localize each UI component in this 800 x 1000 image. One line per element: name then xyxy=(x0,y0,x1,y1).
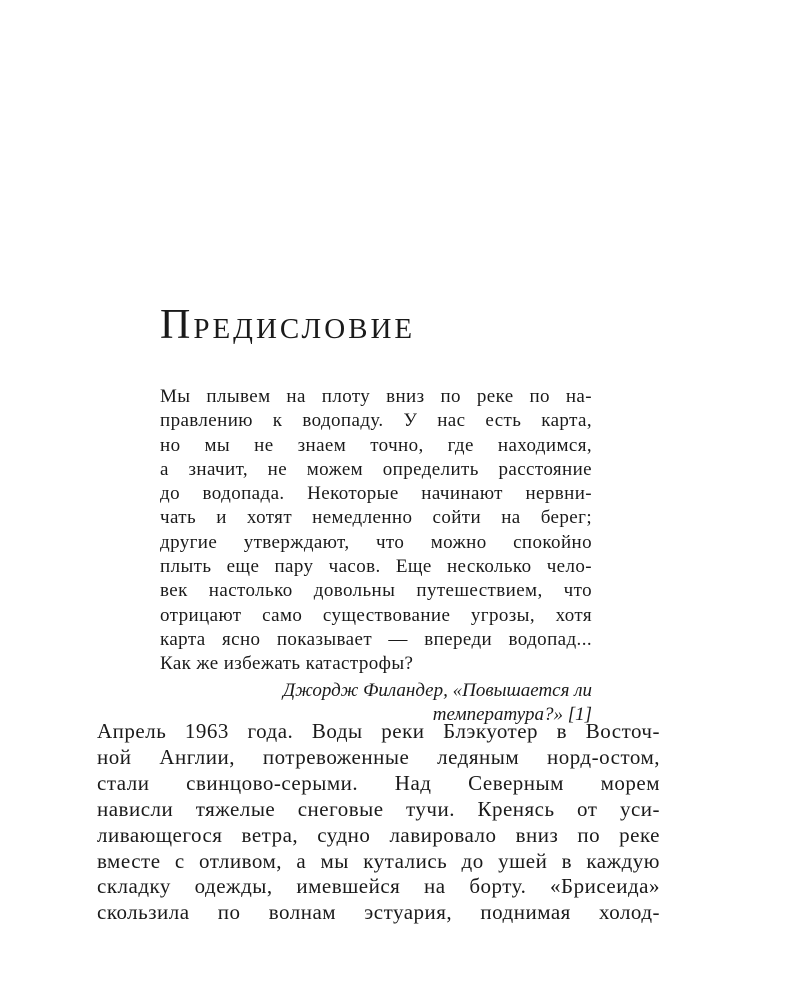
epigraph xyxy=(160,385,592,727)
attribution-line: температура?» [1] xyxy=(432,703,592,725)
epigraph-line: век настолько довольны путешествием, что xyxy=(160,580,592,602)
epigraph-line: Мы плывем на плоту вниз по реке по на- xyxy=(160,386,592,407)
epigraph-line: чать и хотят немедленно сойти на берег; xyxy=(160,507,592,529)
epigraph-line: отрицают само существование угрозы, хотя xyxy=(160,604,592,626)
epigraph-text xyxy=(160,385,592,677)
epigraph-line: карта ясно показывает — впереди водопад... xyxy=(160,628,592,650)
chapter-title: Предисловие xyxy=(160,302,416,348)
body-line: нависли тяжелые снеговые тучи. Кренясь от уси- xyxy=(97,796,660,821)
epigraph-line: другие утверждают, что можно спокойно xyxy=(160,531,592,553)
body-line: вместе с отливом, а мы кутались до ушей в каждую xyxy=(97,848,660,873)
epigraph-line: а значит, не можем определить расстояние xyxy=(160,458,592,480)
body-line: ной Англии, потревоженные ледяным норд-остом, xyxy=(97,744,660,769)
epigraph-line: правлению к водопаду. У нас есть карта, xyxy=(160,410,592,432)
body-line: складку одежды, имевшейся на борту. «Брисеида» xyxy=(97,874,660,899)
attribution-line: Джордж Филандер, «Повышается ли xyxy=(283,679,592,701)
epigraph-line: до водопада. Некоторые начинают нервни- xyxy=(160,483,592,505)
body-line: Апрель 1963 года. Воды реки Блэкуотер в Восточ- xyxy=(97,719,660,743)
body-line: стали свинцово-серыми. Над Северным морем xyxy=(97,770,660,795)
body-paragraph xyxy=(97,719,660,926)
epigraph-line: плыть еще пару часов. Еще несколько чело- xyxy=(160,556,592,578)
epigraph-line: но мы не знаем точно, где находимся, xyxy=(160,434,592,456)
body-line: скользила по волнам эстуария, поднимая холод- xyxy=(97,900,660,925)
epigraph-line: Как же избежать катастрофы? xyxy=(160,653,414,675)
body-line: ливающегося ветра, судно лавировало вниз по реке xyxy=(97,822,660,847)
